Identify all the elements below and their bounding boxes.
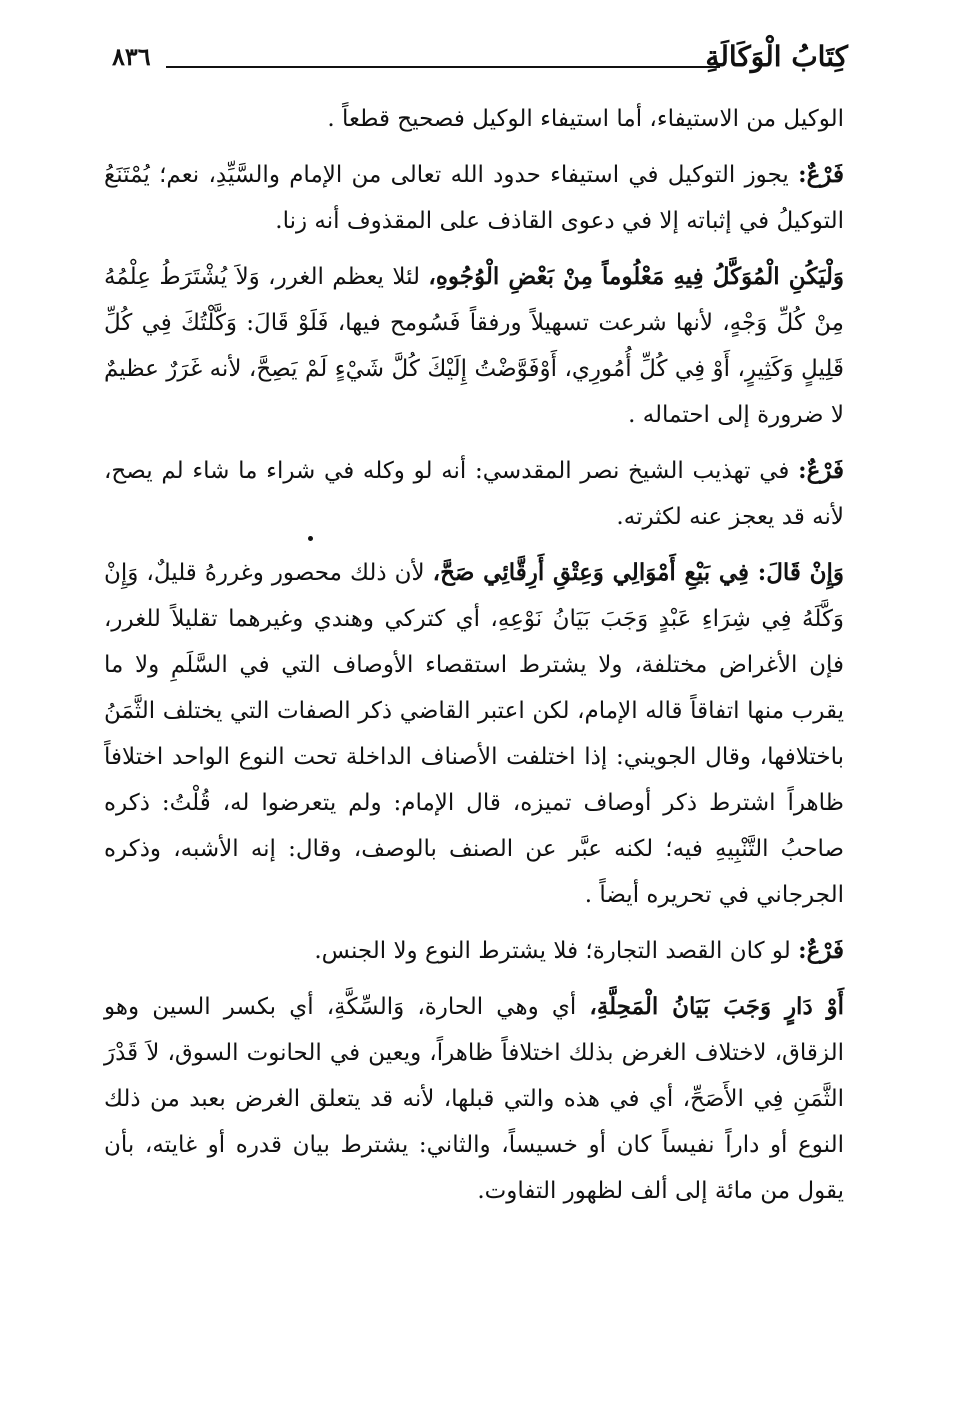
paragraph-lead: وَلْيَكُنِ الْمُوَكَّلُ فِيهِ مَعْلُوماً مِنْ بَعْضِ الْوُجُوهِ، — [428, 263, 844, 290]
page-header — [112, 40, 848, 80]
body-text — [104, 96, 844, 1214]
ink-dot — [308, 536, 313, 541]
paragraph-text: لأن ذلك محصور وغررهُ قليلٌ، وَإِنْ وَكَّلَهُ فِي شِرَاءِ عَبْدٍ وَجَبَ بَيَانُ نَوْعِهِ، أي كتركي وهندي وغيرهما تقليلاً للغرر، فإن الأغراض مختلفة، ولا يشترط استقصاء الأوصاف التي في السَّلَمِ ولا ما يقرب منها اتفاقاً قاله الإمام، لكن اعتبر القاضي ذكر الصفات التي يختلف الثَّمَنُ باختلافها، وقال الجويني: إذا اختلفت الأصناف الداخلة تحت النوع الواحد اختلافاً ظاهراً اشترط ذكر أوصاف تميزه، قال الإمام: ولم يتعرضوا له، قُلْتُ: ذكره صاحبُ التَّنْبِيهِ فيه؛ لكنه عبَّر عن الصنف بالوصف، وقال: إنه الأشبه، وذكره الجرجاني في تحريره أيضاً . — [104, 560, 844, 908]
running-title: كِتَابُ الْوَكَالَةِ — [705, 40, 848, 73]
paragraph-lead: فَرْعٌ: — [798, 937, 844, 964]
paragraph-lead: وَإِنْ قَالَ: فِي بَيْعِ أَمْوَالِي وَعِتْقِ أَرِقَّائِي صَحَّ، — [432, 559, 845, 586]
paragraph-1 — [104, 96, 844, 142]
paragraph-text: لئلا يعظم الغرر، وَلاَ يُشْتَرَطُ عِلْمُهُ مِنْ كُلِّ وَجْهٍ، لأنها شرعت تسهيلاً ورفقاً فَسُومح فيها، فَلَوْ قَالَ: وَكَّلْتُكَ فِي كُلِّ قَلِيلٍ وَكَثِيرٍ، أَوْ فِي كُلِّ أُمُورِي، أَوْفَوَّضْتُ إِلَيْكَ كُلَّ شَيْءٍ لَمْ يَصِحَّ، لأنه غَرَرٌ عظيمٌ لا ضرورة إلى احتماله . — [104, 264, 844, 428]
paragraph-7 — [104, 984, 844, 1214]
paragraph-text: في تهذيب الشيخ نصر المقدسي: أنه لو وكله في شراء ما شاء لم يصح، لأنه قد يعجز عنه لكثرته. — [104, 458, 844, 530]
paragraph-6 — [104, 928, 844, 974]
paragraph-5 — [104, 550, 844, 918]
page-number: ٨٣٦ — [112, 42, 151, 71]
paragraph-4 — [104, 448, 844, 540]
paragraph-lead: فَرْعٌ: — [798, 457, 844, 484]
paragraph-3 — [104, 254, 844, 438]
header-rule — [166, 66, 720, 68]
paragraph-text: يجوز التوكيل في استيفاء حدود الله تعالى من الإمام والسَّيِّدِ، نعم؛ يُمْتَنَعُ التوكيلُ في إثباته إلا في دعوى القاذف على المقذوف أنه زنا. — [104, 162, 844, 234]
paragraph-lead: أَوْ دَارٍ وَجَبَ بَيَانُ الْمَحِلَّةِ، — [589, 993, 845, 1020]
paragraph-text: أي وهي الحارة، وَالسِّكَّةِ، أي بكسر السين وهو الزقاق، لاختلاف الغرض بذلك اختلافاً ظاهراً، ويعين في الحانوت السوق، لاَ قَدْرَ الثَّمَنِ فِي الأَصَحِّ، أي في هذه والتي قبلها، لأنه قد يتعلق الغرض بعبد من ذلك النوع أو داراً نفيساً كان أو خسيساً، والثاني: يشترط بيان قدره أو غايته، بأن يقول من مائة إلى ألف لظهور التفاوت. — [104, 994, 844, 1204]
paragraph-2 — [104, 152, 844, 244]
paragraph-text: لو كان القصد التجارة؛ فلا يشترط النوع ولا الجنس. — [314, 938, 791, 964]
paragraph-text: الوكيل من الاستيفاء، أما استيفاء الوكيل فصحيح قطعاً . — [327, 106, 844, 132]
paragraph-lead: فَرْعٌ: — [798, 161, 844, 188]
